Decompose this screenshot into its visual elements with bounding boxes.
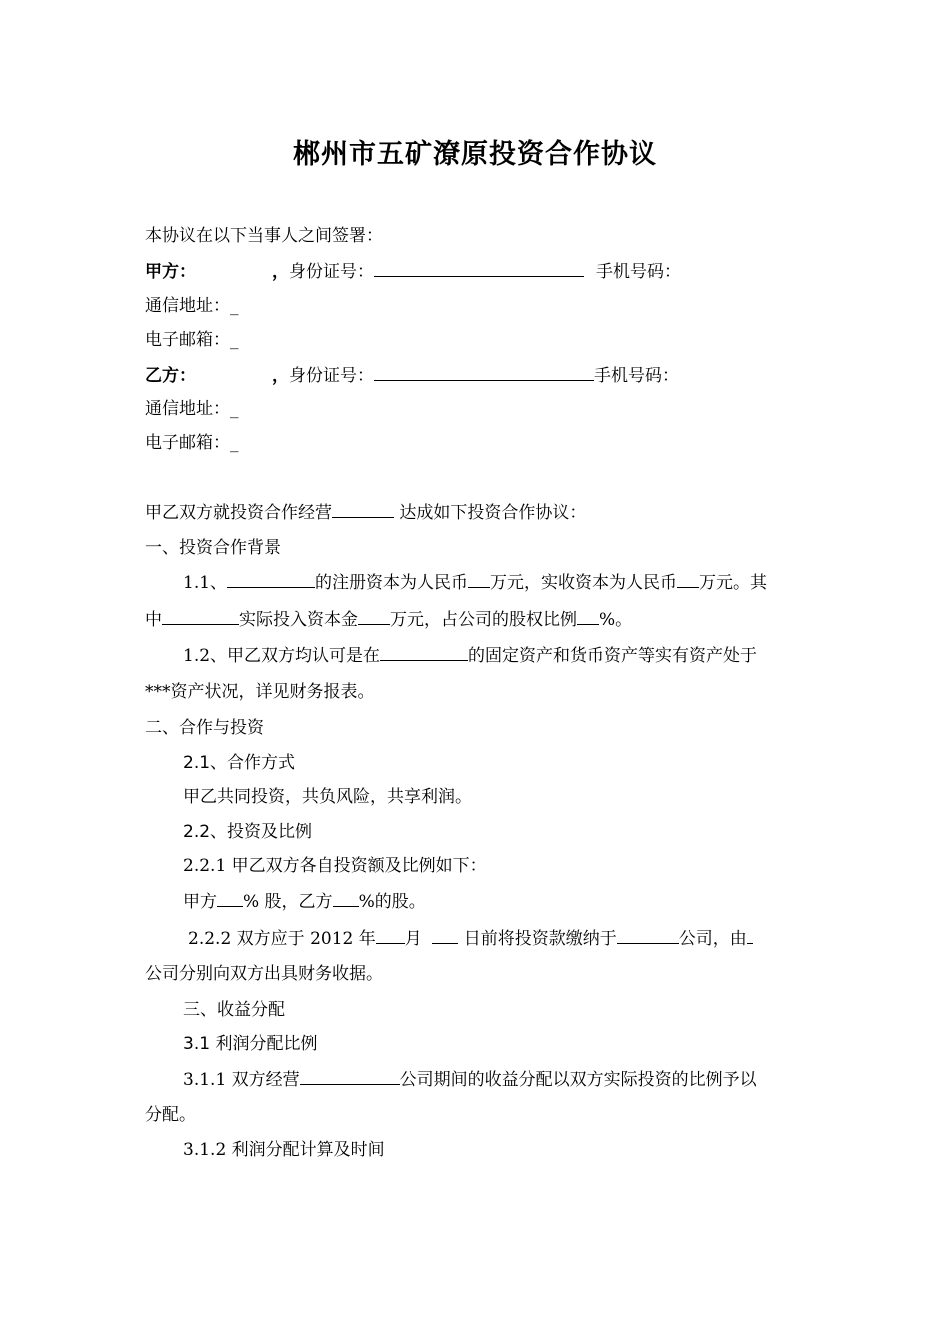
p11-line-2 bbox=[145, 607, 632, 632]
p311-blank-company bbox=[300, 1067, 400, 1085]
party-b-label: 乙方： bbox=[145, 366, 196, 386]
party-a-phone-label: 手机号码： bbox=[596, 262, 681, 282]
p11-line-1 bbox=[183, 570, 767, 595]
p11-text-a: 1.1、 bbox=[183, 573, 228, 593]
party-a-comma: ， bbox=[272, 262, 289, 282]
section-3-heading: 三、收益分配 bbox=[183, 1000, 285, 1020]
p11-blank-registered bbox=[468, 570, 490, 588]
p11-text-f: 实际投入资本金 bbox=[239, 610, 358, 630]
shares-blank-b bbox=[333, 889, 359, 907]
subsection-2-1-heading: 2.1、合作方式 bbox=[183, 753, 296, 773]
p311-text-b: 公司期间的收益分配以双方实际投资的比例予以 bbox=[399, 1070, 757, 1090]
party-a-id-blank bbox=[374, 259, 584, 277]
p12-line-1 bbox=[183, 643, 757, 668]
document-title: 郴州市五矿潦原投资合作协议 bbox=[293, 139, 657, 170]
p222-text-b: 月 bbox=[404, 929, 422, 949]
party-b-phone-label: 手机号码： bbox=[594, 366, 679, 386]
p222-blank-day bbox=[432, 926, 458, 944]
p312-text: 3.1.2 利润分配计算及时间 bbox=[183, 1140, 385, 1160]
preamble-blank bbox=[332, 500, 394, 518]
p21-text: 甲乙共同投资，共负风险，共享利润。 bbox=[183, 787, 472, 807]
p222-line-2: 公司分别向双方出具财务收据。 bbox=[145, 964, 383, 984]
p222-text-c: 日前将投资款缴纳于 bbox=[463, 929, 617, 949]
p12-text-b: 的固定资产和货币资产等实有资产处于 bbox=[468, 646, 758, 666]
party-b-id-blank bbox=[374, 363, 594, 381]
p222-blank-company bbox=[617, 926, 679, 944]
p12-line-2: ***资产状况，详见财务报表。 bbox=[145, 682, 375, 702]
p222-text-d: 公司，由 bbox=[678, 929, 747, 949]
shares-text-a: 甲方 bbox=[183, 892, 217, 912]
shares-blank-a bbox=[217, 889, 243, 907]
party-a-address: 通信地址：_ bbox=[145, 296, 239, 316]
p11-blank-paid bbox=[677, 570, 699, 588]
party-b-comma: ， bbox=[272, 366, 289, 386]
p221-text: 2.2.1 甲乙双方各自投资额及比例如下： bbox=[183, 856, 487, 876]
party-b-id-label: 身份证号： bbox=[289, 366, 374, 386]
p311-text-a: 3.1.1 双方经营 bbox=[183, 1070, 300, 1090]
party-a-label: 甲方： bbox=[145, 262, 196, 282]
p222-blank-issuer bbox=[747, 926, 753, 944]
party-a-line bbox=[145, 259, 681, 284]
shares-text-b: % 股，乙方 bbox=[243, 892, 333, 912]
subsection-3-1-heading: 3.1 利润分配比例 bbox=[183, 1034, 318, 1054]
p311-line-2: 分配。 bbox=[145, 1105, 196, 1125]
p222-line-1 bbox=[188, 926, 753, 951]
intro-line: 本协议在以下当事人之间签署： bbox=[145, 226, 383, 246]
p11-text-c: 万元，实收资本为人民币 bbox=[490, 573, 678, 593]
p11-text-g: 万元，占公司的股权比例 bbox=[390, 610, 577, 630]
party-a-email: 电子邮箱：_ bbox=[145, 330, 239, 350]
p11-text-d: 万元。其 bbox=[699, 573, 768, 593]
preamble-line bbox=[145, 500, 586, 525]
p222-text-a: 2.2.2 双方应于 2012 年 bbox=[188, 929, 376, 949]
shares-text-c: %的股。 bbox=[358, 892, 426, 912]
p222-blank-month bbox=[376, 926, 405, 944]
p11-blank-capital bbox=[358, 607, 390, 625]
p11-blank-company bbox=[227, 570, 315, 588]
p11-text-b: 的注册资本为人民币 bbox=[315, 573, 469, 593]
party-a-id-label: 身份证号： bbox=[289, 262, 374, 282]
subsection-2-2-heading: 2.2、投资及比例 bbox=[183, 822, 313, 842]
p12-blank-company bbox=[380, 643, 468, 661]
p11-text-e: 中 bbox=[145, 610, 162, 630]
preamble-text-a: 甲乙双方就投资合作经营 bbox=[145, 503, 332, 523]
p12-text-a: 1.2、甲乙双方均认可是在 bbox=[183, 646, 381, 666]
p311-line-1 bbox=[183, 1067, 757, 1092]
party-b-address: 通信地址：_ bbox=[145, 399, 239, 419]
p11-blank-investor bbox=[162, 607, 239, 625]
section-1-heading: 一、投资合作背景 bbox=[145, 538, 281, 558]
section-2-heading: 二、合作与投资 bbox=[145, 718, 264, 738]
p11-text-h: %。 bbox=[599, 610, 633, 630]
shares-line bbox=[183, 889, 426, 914]
p11-blank-ratio bbox=[577, 607, 599, 625]
preamble-text-b: 达成如下投资合作协议： bbox=[394, 503, 587, 523]
party-b-line bbox=[145, 363, 679, 388]
party-b-email: 电子邮箱：_ bbox=[145, 433, 239, 453]
